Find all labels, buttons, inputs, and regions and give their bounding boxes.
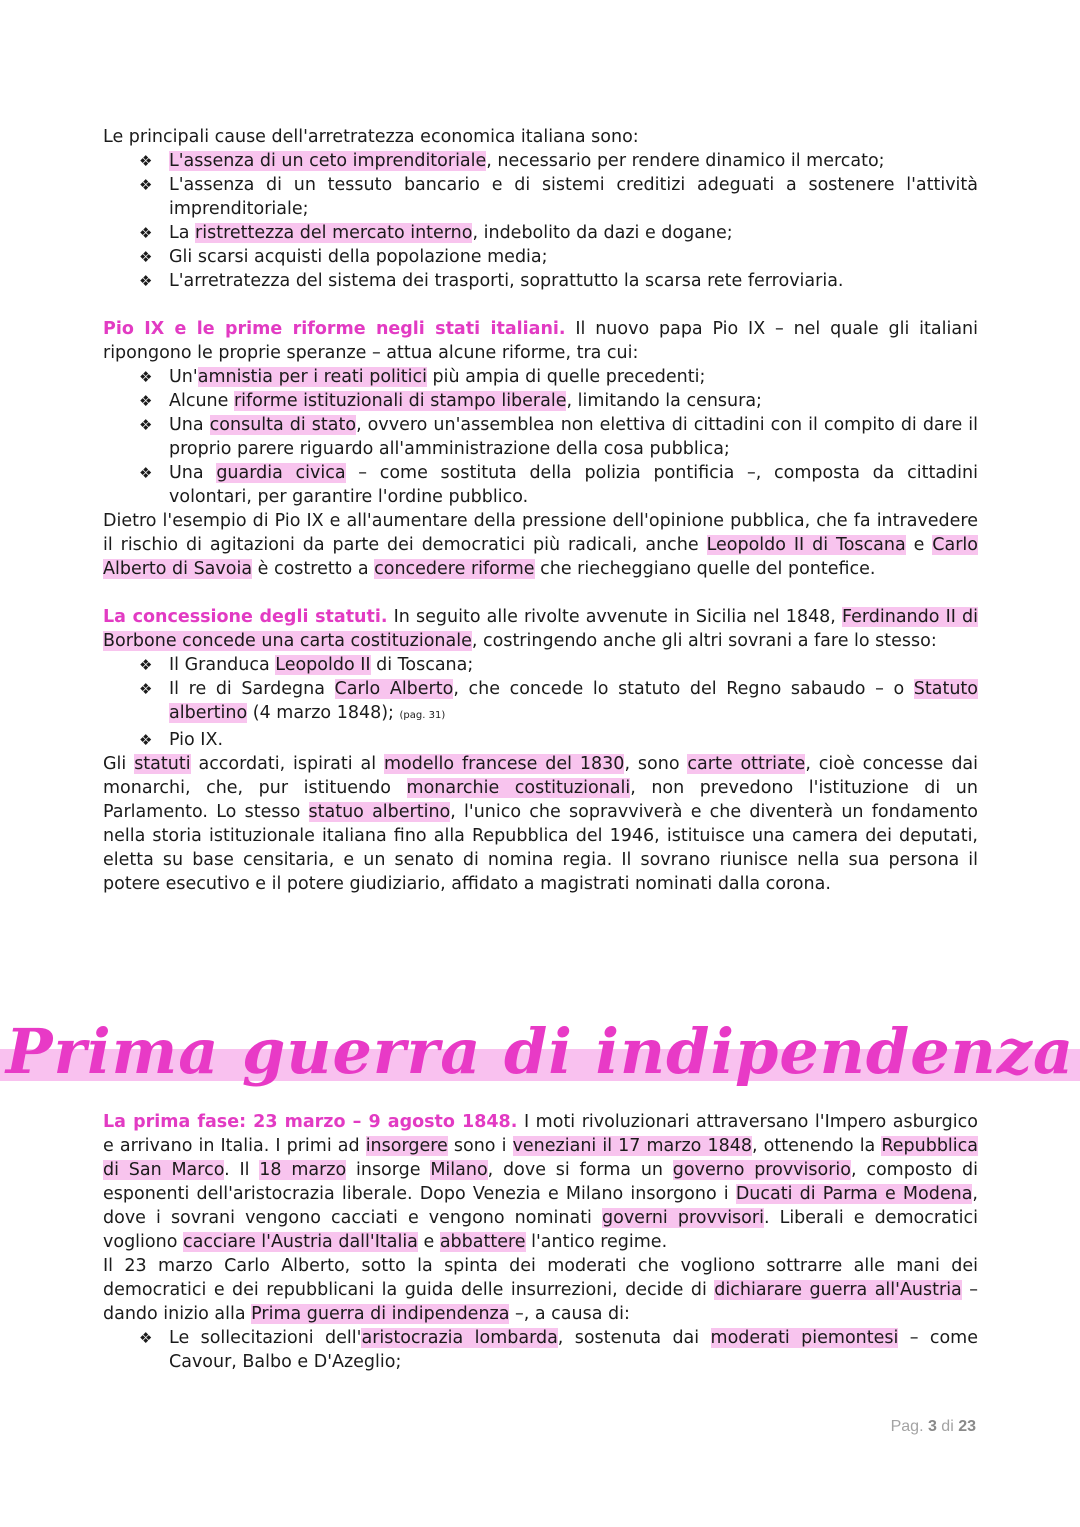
section-heading: Pio IX e le prime riforme negli stati italiani. [103, 319, 566, 339]
list-item: ❖ Il re di Sardegna Carlo Alberto, che concede lo statuto del Regno sabaudo – o Statuto albertino (4 marzo 1848); (pag. 31) [169, 677, 978, 728]
war-paragraph-1: La prima fase: 23 marzo – 9 agosto 1848. I moti rivoluzionari attraversano l'Impero asburgico e arrivano in Italia. I primi ad insorgere sono i veneziani il 17 marzo 1848, ottenendo la Repubblica di San Marco. Il 18 marzo insorge Milano, dove si forma un governo provvisorio, composto di esponenti dell'aristocrazia liberale. Dopo Venezia e Milano insorgono i Ducati di Parma e Modena, dove i sovrani vengono cacciati e vengono nominati governi provvisori. Liberali e democratici vogliono cacciare l'Austria dall'Italia e abbattere l'antico regime. [103, 1112, 979, 1252]
list-item: ❖ L'arretratezza del sistema dei trasporti, soprattutto la scarsa rete ferroviaria. [169, 269, 978, 293]
pio-paragraph: Pio IX e le prime riforme negli stati italiani. Il nuovo papa Pio IX – nel quale gli italiani ripongono le proprie speranze – attua alcune riforme, tra cui: [103, 319, 978, 363]
list-item: ❖ Alcune riforme istituzionali di stampo liberale, limitando la censura; [169, 389, 978, 413]
statuti-list [103, 653, 978, 752]
page-content [103, 125, 978, 896]
statuti-paragraph: La concessione degli statuti. In seguito alle rivolte avvenute in Sicilia nel 1848, Ferdinando II di Borbone concede una carta costituzionale, costringendo anche gli altri sovrani a fare lo stesso: [103, 607, 978, 651]
causes-list [103, 149, 978, 293]
page-reference: (pag. 31) [399, 710, 446, 721]
list-item: ❖ L'assenza di un ceto imprenditoriale, necessario per rendere dinamico il mercato; [169, 149, 978, 173]
list-item: ❖ L'assenza di un tessuto bancario e di sistemi creditizi adeguati a sostenere l'attività imprenditoriale; [169, 173, 978, 221]
list-item: ❖ Il Granduca Leopoldo II di Toscana; [169, 653, 978, 677]
war-paragraph-2: Il 23 marzo Carlo Alberto, sotto la spinta dei moderati che vogliono sottrarre alle mani dei democratici e dei repubblicani la guida delle insurrezioni, decide di dichiarare guerra all'Austria – dando inizio alla Prima guerra di indipendenza –, a causa di: [103, 1256, 978, 1324]
list-item: ❖ Una guardia civica – come sostituta della polizia pontificia –, composta da cittadini volontari, per garantire l'ordine pubblico. [169, 461, 978, 509]
statuti-body: Gli statuti accordati, ispirati al modello francese del 1830, sono carte ottriate, cioè concesse dai monarchi, che, pur istituendo monarchie costituzionali, non prevedono l'istituzione di un Parlamento. Lo stesso statuo albertino, l'unico che sopravviverà e che diventerà un fondamento nella storia istituzionale italiana fino alla Repubblica del 1946, istituisce una camera dei deputati, eletta su base censitaria, e un senato di nomina regia. Il sovrano riunisce nella sua persona il potere esecutivo e il potere giudiziario, affidato a magistrati nominati dalla corona. [103, 754, 979, 894]
list-item: ❖ Gli scarsi acquisti della popolazione media; [169, 245, 978, 269]
list-item: ❖ Un'amnistia per i reati politici più ampia di quelle precedenti; [169, 365, 978, 389]
section-heading: La prima fase: 23 marzo – 9 agosto 1848. [103, 1112, 518, 1132]
pio-list [103, 365, 978, 509]
list-item: ❖ Pio IX. [169, 728, 978, 752]
list-item: ❖ Una consulta di stato, ovvero un'assemblea non elettiva di cittadini con il compito di dare il proprio parere riguardo all'amministrazione della cosa pubblica; [169, 413, 978, 461]
war-section [103, 1110, 978, 1374]
pio-after-paragraph: Dietro l'esempio di Pio IX e all'aumentare della pressione dell'opinione pubblica, che fa intravedere il rischio di agitazioni da parte dei democratici più radicali, anche Leopoldo II di Toscana e Carlo Alberto di Savoia è costretto a concedere riforme che riecheggiano quelle del pontefice. [103, 511, 978, 579]
list-item: ❖ Le sollecitazioni dell'aristocrazia lombarda, sostenuta dai moderati piemontesi – come Cavour, Balbo e D'Azeglio; [169, 1326, 978, 1374]
section-heading: La concessione degli statuti. [103, 607, 388, 627]
chapter-title: Prima guerra di indipendenza [5, 1015, 1075, 1088]
war-list [103, 1326, 978, 1374]
page-number: Pag. 3 di 23 [890, 1418, 976, 1435]
causes-intro: Le principali cause dell'arretratezza economica italiana sono: [103, 127, 639, 147]
list-item: ❖ La ristrettezza del mercato interno, indebolito da dazi e dogane; [169, 221, 978, 245]
